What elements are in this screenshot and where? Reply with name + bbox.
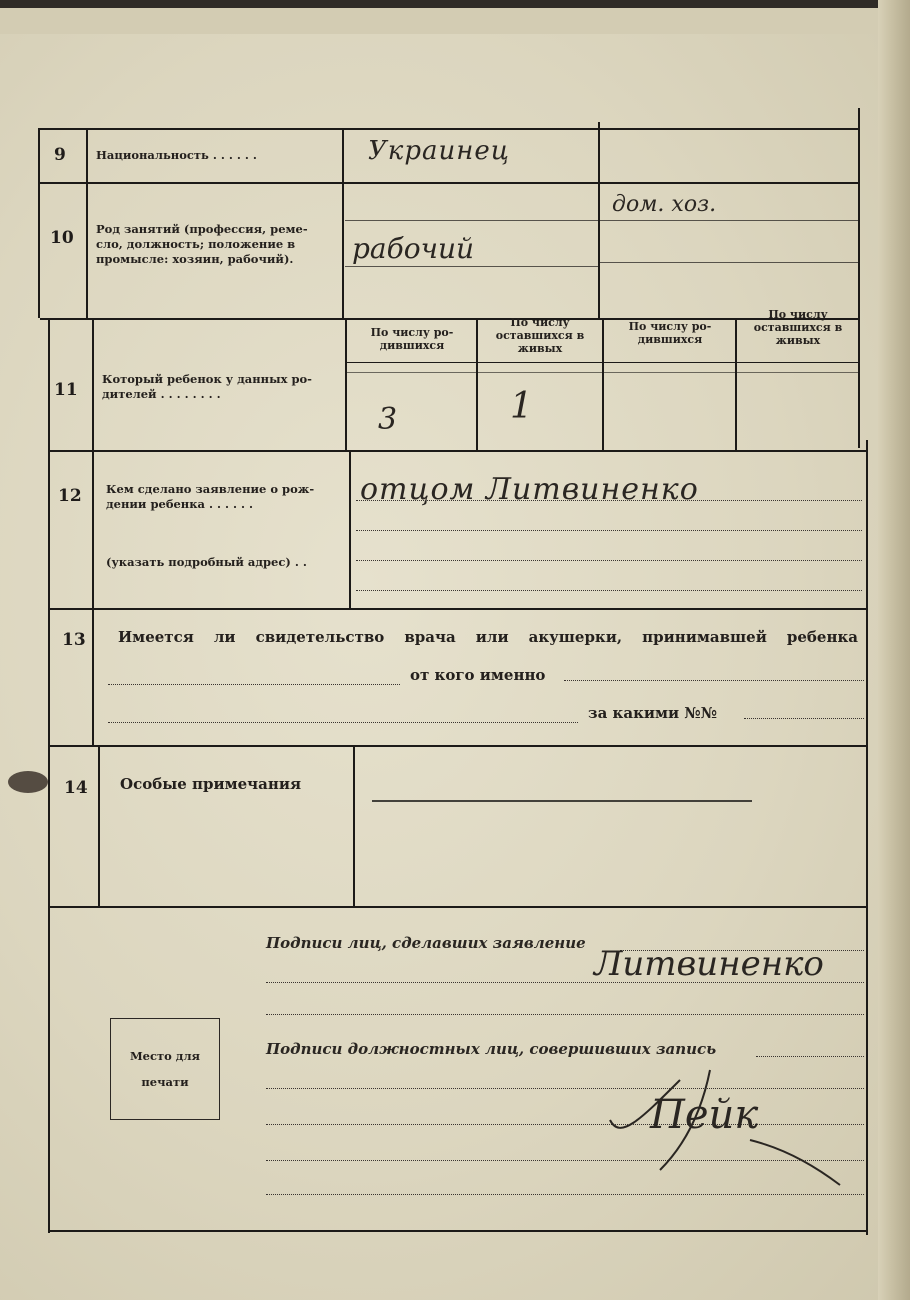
official-signature-flourish (600, 1060, 860, 1190)
row-12-dotted-line-2 (356, 530, 862, 531)
ink-blot (6, 766, 56, 796)
row-11-label-line-2: дителей . . . . . . . . (102, 387, 221, 401)
row-13-dotted-line-1b (564, 680, 864, 681)
r11-col-father-born: По числу ро- дившихся (370, 326, 454, 352)
r11-value-born: 3 (378, 402, 398, 437)
row-10-mother-line-1 (600, 220, 858, 221)
num-col-divider-a (86, 128, 88, 318)
r11-col-father-alive: По числу оставшихся в живых (495, 316, 585, 355)
officials-dotted-line-0 (756, 1056, 864, 1057)
row-10-mother-value: дом. хоз. (612, 192, 717, 217)
label-divider-a (342, 128, 344, 318)
row-14-handwritten-line (372, 800, 752, 802)
row-12-value: отцом Литвиненко (360, 472, 699, 507)
official-signature: Пейк (650, 1092, 759, 1138)
row-10-father-line-1 (345, 220, 598, 221)
officials-dotted-line-4 (266, 1194, 864, 1195)
row-12-address-label: (указать подробный адрес) . . (106, 555, 307, 569)
row-sep-9 (40, 182, 860, 184)
row-12-label (106, 482, 342, 512)
row-12-label-line-1: Кем сделано заявление о рож- (106, 482, 315, 496)
book-spine (878, 0, 910, 1300)
officials-signature-label: Подписи должностных лиц, совершивших запись (266, 1040, 717, 1058)
row-12-number: 12 (58, 486, 82, 506)
row-sep-14 (50, 906, 866, 908)
r11-header-line (346, 362, 858, 363)
row-10-label-line-1: Род занятий (профессия, реме- (96, 222, 308, 236)
num-col-divider-c (98, 746, 100, 908)
row-13-dotted-line-2a (108, 722, 578, 723)
row-9-number: 9 (54, 145, 66, 165)
row-10-label (96, 222, 336, 267)
row-12-label-line-2: дении ребенка . . . . . . (106, 497, 254, 511)
row-13-dotted-line-2b (744, 718, 864, 719)
stamp-placeholder (110, 1018, 220, 1120)
page-top-strip (0, 8, 880, 34)
row-sep-11 (50, 450, 866, 452)
stamp-line-1: Место для (129, 1049, 201, 1063)
row-12-dotted-line-4 (356, 590, 862, 591)
applicants-signature-label: Подписи лиц, сделавших заявление (266, 934, 586, 952)
row-13-number: 13 (62, 630, 86, 650)
r11-value-alive: 1 (510, 386, 533, 427)
row-9-value: Украинец (368, 136, 510, 166)
row-10-label-line-2: сло, должность; положение в (96, 237, 296, 251)
row-sep-13 (50, 745, 866, 747)
label-divider-c (349, 450, 351, 608)
r11-col-mother-born: По числу ро- дившихся (628, 320, 712, 346)
row-11-label (102, 372, 342, 402)
row-9-label: Национальность . . . . . . (96, 148, 257, 162)
parent-divider-b (602, 318, 604, 450)
frame-top (38, 128, 860, 130)
row-10-father-line-2 (345, 266, 598, 267)
r11-header-line2 (346, 372, 858, 373)
frame-left-upper (38, 128, 40, 318)
applicants-dotted-line-2 (266, 1014, 864, 1015)
frame-bottom (50, 1230, 868, 1232)
row-13-dotted-line-1a (108, 684, 400, 685)
row-sep-12 (50, 608, 866, 610)
stamp-line-2: печати (141, 1075, 189, 1089)
row-12-dotted-line-3 (356, 560, 862, 561)
num-col-divider-b (92, 318, 94, 746)
row-10-number: 10 (50, 228, 74, 248)
row-11-label-line-1: Который ребенок у данных ро- (102, 372, 312, 386)
label-divider-d (353, 746, 355, 906)
frame-right-upper (858, 108, 860, 448)
row-10-mother-line-2 (600, 262, 858, 263)
row-11-number: 11 (54, 380, 78, 400)
frame-right-lower (866, 440, 868, 1235)
row-12-dotted-line-1 (356, 500, 862, 501)
row-13-question: Имеется ли свидетельство врача или акушерки, принимавшей ребенка (118, 628, 858, 646)
row-10-label-line-3: промысле: хозяин, рабочий). (96, 252, 294, 266)
row-10-father-value: рабочий (352, 232, 475, 265)
row-14-label: Особые примечания (120, 775, 302, 793)
row-14-number: 14 (64, 778, 88, 798)
row-13-numbers: за какими №№ (588, 704, 718, 722)
row-13-from-whom: от кого именно (410, 666, 546, 684)
applicant-signature: Литвиненко (594, 944, 824, 984)
label-divider-b (345, 318, 347, 450)
r11-col-mother-alive: По числу оставшихся в живых (753, 308, 843, 347)
